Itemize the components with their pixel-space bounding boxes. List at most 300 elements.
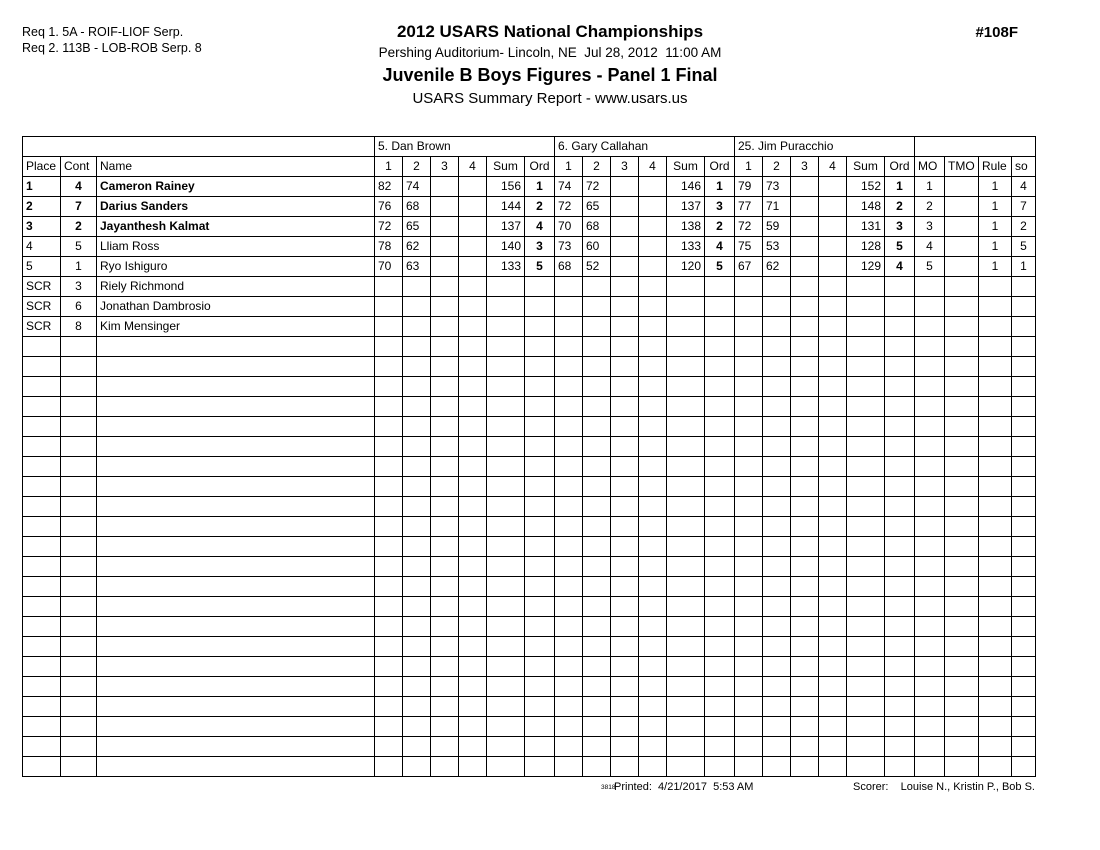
empty-cell <box>487 677 525 697</box>
judge-score-cell <box>819 237 847 257</box>
contestant-number-cell: 3 <box>61 277 97 297</box>
empty-cell <box>555 377 583 397</box>
empty-cell <box>667 337 705 357</box>
column-header: 2 <box>403 157 431 177</box>
event-title: Juvenile B Boys Figures - Panel 1 Final <box>382 65 718 85</box>
judge-score-cell <box>611 237 639 257</box>
judge-score-cell: 73 <box>555 237 583 257</box>
empty-cell <box>639 597 667 617</box>
empty-cell <box>61 417 97 437</box>
empty-cell <box>61 477 97 497</box>
empty-cell <box>735 577 763 597</box>
judge-score-cell <box>403 317 431 337</box>
empty-cell <box>487 537 525 557</box>
empty-cell <box>583 457 611 477</box>
skater-name-cell: Riely Richmond <box>97 277 375 297</box>
judge-ordinal-cell: 2 <box>705 217 735 237</box>
empty-cell <box>431 577 459 597</box>
judge-ordinal-cell: 2 <box>885 197 915 217</box>
judge-sum-cell <box>667 297 705 317</box>
empty-cell <box>459 697 487 717</box>
empty-cell <box>375 437 403 457</box>
empty-cell <box>705 557 735 577</box>
empty-cell <box>555 337 583 357</box>
empty-cell <box>705 677 735 697</box>
empty-cell <box>885 757 915 777</box>
empty-cell <box>791 657 819 677</box>
empty-cell <box>945 637 979 657</box>
empty-cell <box>459 477 487 497</box>
judge-score-cell <box>375 277 403 297</box>
empty-cell <box>403 697 431 717</box>
empty-cell <box>459 657 487 677</box>
empty-cell <box>945 437 979 457</box>
rule-cell <box>979 297 1012 317</box>
judge-ordinal-cell <box>885 297 915 317</box>
judge-score-cell <box>791 237 819 257</box>
empty-cell <box>945 757 979 777</box>
empty-cell <box>525 677 555 697</box>
empty-cell <box>431 657 459 677</box>
empty-cell <box>583 357 611 377</box>
empty-cell <box>431 557 459 577</box>
tmo-cell <box>945 297 979 317</box>
empty-cell <box>667 597 705 617</box>
empty-cell <box>403 417 431 437</box>
empty-cell <box>915 617 945 637</box>
empty-cell <box>819 417 847 437</box>
empty-cell <box>375 677 403 697</box>
judge-score-cell <box>459 317 487 337</box>
empty-cell <box>487 557 525 577</box>
empty-cell <box>639 617 667 637</box>
empty-cell <box>735 637 763 657</box>
empty-cell <box>705 637 735 657</box>
judge-score-cell <box>791 317 819 337</box>
empty-cell <box>847 417 885 437</box>
empty-cell <box>459 577 487 597</box>
judge-score-cell <box>403 297 431 317</box>
empty-cell <box>819 517 847 537</box>
empty-cell <box>525 497 555 517</box>
empty-cell <box>431 497 459 517</box>
empty-cell <box>979 597 1012 617</box>
empty-cell <box>431 517 459 537</box>
empty-cell <box>735 377 763 397</box>
judge-sum-cell: 148 <box>847 197 885 217</box>
empty-cell <box>525 697 555 717</box>
empty-cell <box>705 597 735 617</box>
empty-cell <box>97 677 375 697</box>
empty-cell <box>791 617 819 637</box>
majority-ordinal-cell: 1 <box>915 177 945 197</box>
empty-cell <box>23 417 61 437</box>
judge-score-cell <box>791 297 819 317</box>
empty-cell <box>735 477 763 497</box>
empty-cell <box>915 557 945 577</box>
column-header: 2 <box>763 157 791 177</box>
empty-cell <box>705 737 735 757</box>
judge-score-cell: 74 <box>555 177 583 197</box>
empty-cell <box>403 677 431 697</box>
judge-score-cell <box>611 217 639 237</box>
empty-cell <box>23 337 61 357</box>
empty-cell <box>61 617 97 637</box>
empty-cell <box>639 537 667 557</box>
empty-cell <box>375 417 403 437</box>
empty-cell <box>23 617 61 637</box>
judge-ordinal-cell <box>525 297 555 317</box>
empty-cell <box>667 517 705 537</box>
empty-row <box>23 637 1036 657</box>
empty-cell <box>705 657 735 677</box>
judge-sum-cell <box>667 277 705 297</box>
judge-score-cell <box>819 297 847 317</box>
judge-name-header: 5. Dan Brown <box>375 137 555 157</box>
empty-cell <box>705 397 735 417</box>
empty-cell <box>1012 737 1036 757</box>
judge-sum-cell: 133 <box>487 257 525 277</box>
empty-cell <box>1012 357 1036 377</box>
empty-cell <box>705 417 735 437</box>
empty-cell <box>431 537 459 557</box>
empty-cell <box>525 437 555 457</box>
empty-cell <box>97 497 375 517</box>
judge-ordinal-cell: 3 <box>705 197 735 217</box>
empty-cell <box>525 557 555 577</box>
empty-cell <box>979 497 1012 517</box>
judge-sum-cell <box>487 297 525 317</box>
column-header: 3 <box>611 157 639 177</box>
empty-cell <box>945 397 979 417</box>
tmo-cell <box>945 317 979 337</box>
judge-name-header: 6. Gary Callahan <box>555 137 735 157</box>
empty-cell <box>819 457 847 477</box>
empty-cell <box>459 357 487 377</box>
judge-score-cell <box>375 317 403 337</box>
empty-cell <box>1012 417 1036 437</box>
requirement-1: Req 1. 5A - ROIF-LIOF Serp. <box>22 25 184 39</box>
column-header: Ord <box>525 157 555 177</box>
empty-cell <box>525 357 555 377</box>
empty-cell <box>23 637 61 657</box>
empty-cell <box>375 537 403 557</box>
judge-score-cell <box>583 317 611 337</box>
empty-cell <box>487 657 525 677</box>
empty-cell <box>583 437 611 457</box>
empty-cell <box>61 717 97 737</box>
empty-row <box>23 617 1036 637</box>
empty-cell <box>639 477 667 497</box>
judge-ordinal-cell <box>705 297 735 317</box>
rule-cell <box>979 277 1012 297</box>
judge-score-cell: 76 <box>375 197 403 217</box>
empty-cell <box>583 737 611 757</box>
empty-cell <box>735 757 763 777</box>
empty-cell <box>885 357 915 377</box>
empty-cell <box>1012 617 1036 637</box>
judge-score-cell <box>639 277 667 297</box>
empty-cell <box>487 357 525 377</box>
empty-cell <box>667 497 705 517</box>
empty-cell <box>945 337 979 357</box>
judge-ordinal-cell <box>705 277 735 297</box>
empty-cell <box>61 377 97 397</box>
empty-cell <box>705 717 735 737</box>
column-header: 1 <box>735 157 763 177</box>
empty-cell <box>375 737 403 757</box>
column-header: Ord <box>705 157 735 177</box>
empty-cell <box>819 437 847 457</box>
empty-cell <box>97 577 375 597</box>
empty-cell <box>763 717 791 737</box>
empty-cell <box>667 457 705 477</box>
place-cell: SCR <box>23 277 61 297</box>
empty-cell <box>375 517 403 537</box>
judge-score-cell <box>611 317 639 337</box>
empty-cell <box>667 357 705 377</box>
judge-sum-cell <box>667 317 705 337</box>
empty-cell <box>375 657 403 677</box>
empty-cell <box>915 357 945 377</box>
empty-cell <box>639 337 667 357</box>
judge-sum-cell: 152 <box>847 177 885 197</box>
empty-cell <box>705 357 735 377</box>
judge-ordinal-cell: 2 <box>525 197 555 217</box>
empty-row <box>23 457 1036 477</box>
judge-ordinal-cell: 3 <box>525 237 555 257</box>
empty-cell <box>487 417 525 437</box>
empty-cell <box>915 757 945 777</box>
empty-cell <box>583 577 611 597</box>
empty-cell <box>791 577 819 597</box>
empty-cell <box>555 437 583 457</box>
spacer-cell <box>915 137 1036 157</box>
empty-cell <box>735 397 763 417</box>
empty-cell <box>23 397 61 417</box>
empty-cell <box>61 437 97 457</box>
empty-cell <box>667 637 705 657</box>
empty-cell <box>611 557 639 577</box>
empty-cell <box>403 477 431 497</box>
empty-cell <box>791 677 819 697</box>
empty-cell <box>979 557 1012 577</box>
judge-sum-cell: 137 <box>487 217 525 237</box>
empty-cell <box>979 477 1012 497</box>
empty-cell <box>97 717 375 737</box>
so-cell: 7 <box>1012 197 1036 217</box>
empty-cell <box>819 637 847 657</box>
judge-sum-cell <box>847 277 885 297</box>
empty-cell <box>611 657 639 677</box>
column-header: Sum <box>847 157 885 177</box>
empty-cell <box>639 517 667 537</box>
empty-cell <box>885 557 915 577</box>
empty-cell <box>1012 557 1036 577</box>
empty-cell <box>97 437 375 457</box>
empty-cell <box>763 577 791 597</box>
empty-cell <box>555 497 583 517</box>
empty-cell <box>611 337 639 357</box>
empty-cell <box>885 377 915 397</box>
place-cell: 3 <box>23 217 61 237</box>
skater-name-cell: Kim Mensinger <box>97 317 375 337</box>
empty-cell <box>979 757 1012 777</box>
empty-cell <box>819 757 847 777</box>
empty-cell <box>735 437 763 457</box>
rule-cell: 1 <box>979 197 1012 217</box>
empty-cell <box>885 737 915 757</box>
empty-cell <box>375 397 403 417</box>
empty-cell <box>763 537 791 557</box>
empty-cell <box>611 677 639 697</box>
empty-cell <box>555 577 583 597</box>
empty-cell <box>487 617 525 637</box>
judge-score-cell: 79 <box>735 177 763 197</box>
empty-cell <box>459 457 487 477</box>
judge-score-cell: 78 <box>375 237 403 257</box>
empty-cell <box>819 477 847 497</box>
empty-cell <box>555 617 583 637</box>
empty-cell <box>431 637 459 657</box>
column-header: 4 <box>639 157 667 177</box>
empty-cell <box>735 417 763 437</box>
skater-name-cell: Ryo Ishiguro <box>97 257 375 277</box>
empty-cell <box>979 517 1012 537</box>
empty-cell <box>639 397 667 417</box>
empty-cell <box>847 517 885 537</box>
empty-cell <box>555 637 583 657</box>
judge-score-cell <box>431 237 459 257</box>
empty-cell <box>23 677 61 697</box>
spacer-cell <box>23 137 375 157</box>
judge-score-cell <box>459 297 487 317</box>
empty-cell <box>431 677 459 697</box>
rule-cell: 1 <box>979 217 1012 237</box>
empty-cell <box>403 337 431 357</box>
so-cell: 4 <box>1012 177 1036 197</box>
empty-cell <box>819 717 847 737</box>
empty-cell <box>819 677 847 697</box>
empty-cell <box>487 577 525 597</box>
empty-cell <box>459 757 487 777</box>
empty-cell <box>915 597 945 617</box>
empty-cell <box>735 697 763 717</box>
empty-cell <box>915 657 945 677</box>
tmo-cell <box>945 177 979 197</box>
majority-ordinal-cell: 2 <box>915 197 945 217</box>
column-header: 1 <box>555 157 583 177</box>
empty-cell <box>611 717 639 737</box>
empty-cell <box>915 737 945 757</box>
empty-cell <box>763 697 791 717</box>
empty-cell <box>979 577 1012 597</box>
empty-cell <box>375 617 403 637</box>
empty-cell <box>61 337 97 357</box>
judge-score-cell <box>459 177 487 197</box>
empty-cell <box>763 677 791 697</box>
place-cell: 2 <box>23 197 61 217</box>
empty-cell <box>97 637 375 657</box>
empty-cell <box>763 517 791 537</box>
judge-score-cell <box>819 197 847 217</box>
judge-score-cell: 67 <box>735 257 763 277</box>
empty-row <box>23 497 1036 517</box>
result-row <box>23 277 1036 297</box>
empty-cell <box>555 657 583 677</box>
empty-cell <box>639 677 667 697</box>
empty-cell <box>945 677 979 697</box>
empty-cell <box>97 457 375 477</box>
empty-cell <box>525 377 555 397</box>
empty-cell <box>487 597 525 617</box>
column-header: Place <box>23 157 61 177</box>
judge-score-cell <box>583 277 611 297</box>
judge-score-cell <box>555 277 583 297</box>
place-cell: 5 <box>23 257 61 277</box>
empty-cell <box>639 417 667 437</box>
empty-row <box>23 737 1036 757</box>
result-row <box>23 217 1036 237</box>
empty-cell <box>735 737 763 757</box>
judge-score-cell: 60 <box>583 237 611 257</box>
empty-cell <box>735 517 763 537</box>
empty-cell <box>525 457 555 477</box>
empty-row <box>23 397 1036 417</box>
empty-cell <box>403 457 431 477</box>
empty-cell <box>459 737 487 757</box>
empty-cell <box>583 637 611 657</box>
empty-cell <box>431 437 459 457</box>
contestant-number-cell: 4 <box>61 177 97 197</box>
judge-ordinal-cell: 3 <box>885 217 915 237</box>
empty-cell <box>885 637 915 657</box>
empty-cell <box>375 497 403 517</box>
empty-cell <box>611 497 639 517</box>
column-header: so <box>1012 157 1036 177</box>
contestant-number-cell: 7 <box>61 197 97 217</box>
judge-score-cell <box>639 237 667 257</box>
empty-cell <box>885 397 915 417</box>
rule-cell: 1 <box>979 177 1012 197</box>
empty-cell <box>639 357 667 377</box>
empty-cell <box>555 677 583 697</box>
empty-cell <box>61 557 97 577</box>
empty-cell <box>611 357 639 377</box>
empty-cell <box>885 677 915 697</box>
judge-score-cell: 74 <box>403 177 431 197</box>
empty-cell <box>945 377 979 397</box>
empty-cell <box>705 757 735 777</box>
empty-cell <box>847 337 885 357</box>
empty-cell <box>639 497 667 517</box>
tmo-cell <box>945 257 979 277</box>
judge-ordinal-cell: 4 <box>705 237 735 257</box>
empty-cell <box>97 557 375 577</box>
result-row <box>23 257 1036 277</box>
rule-cell <box>979 317 1012 337</box>
judge-score-cell <box>791 197 819 217</box>
empty-cell <box>375 757 403 777</box>
majority-ordinal-cell <box>915 317 945 337</box>
empty-row <box>23 717 1036 737</box>
empty-cell <box>639 757 667 777</box>
empty-cell <box>705 337 735 357</box>
empty-cell <box>667 397 705 417</box>
empty-cell <box>459 537 487 557</box>
empty-cell <box>847 717 885 737</box>
judge-score-cell: 68 <box>555 257 583 277</box>
